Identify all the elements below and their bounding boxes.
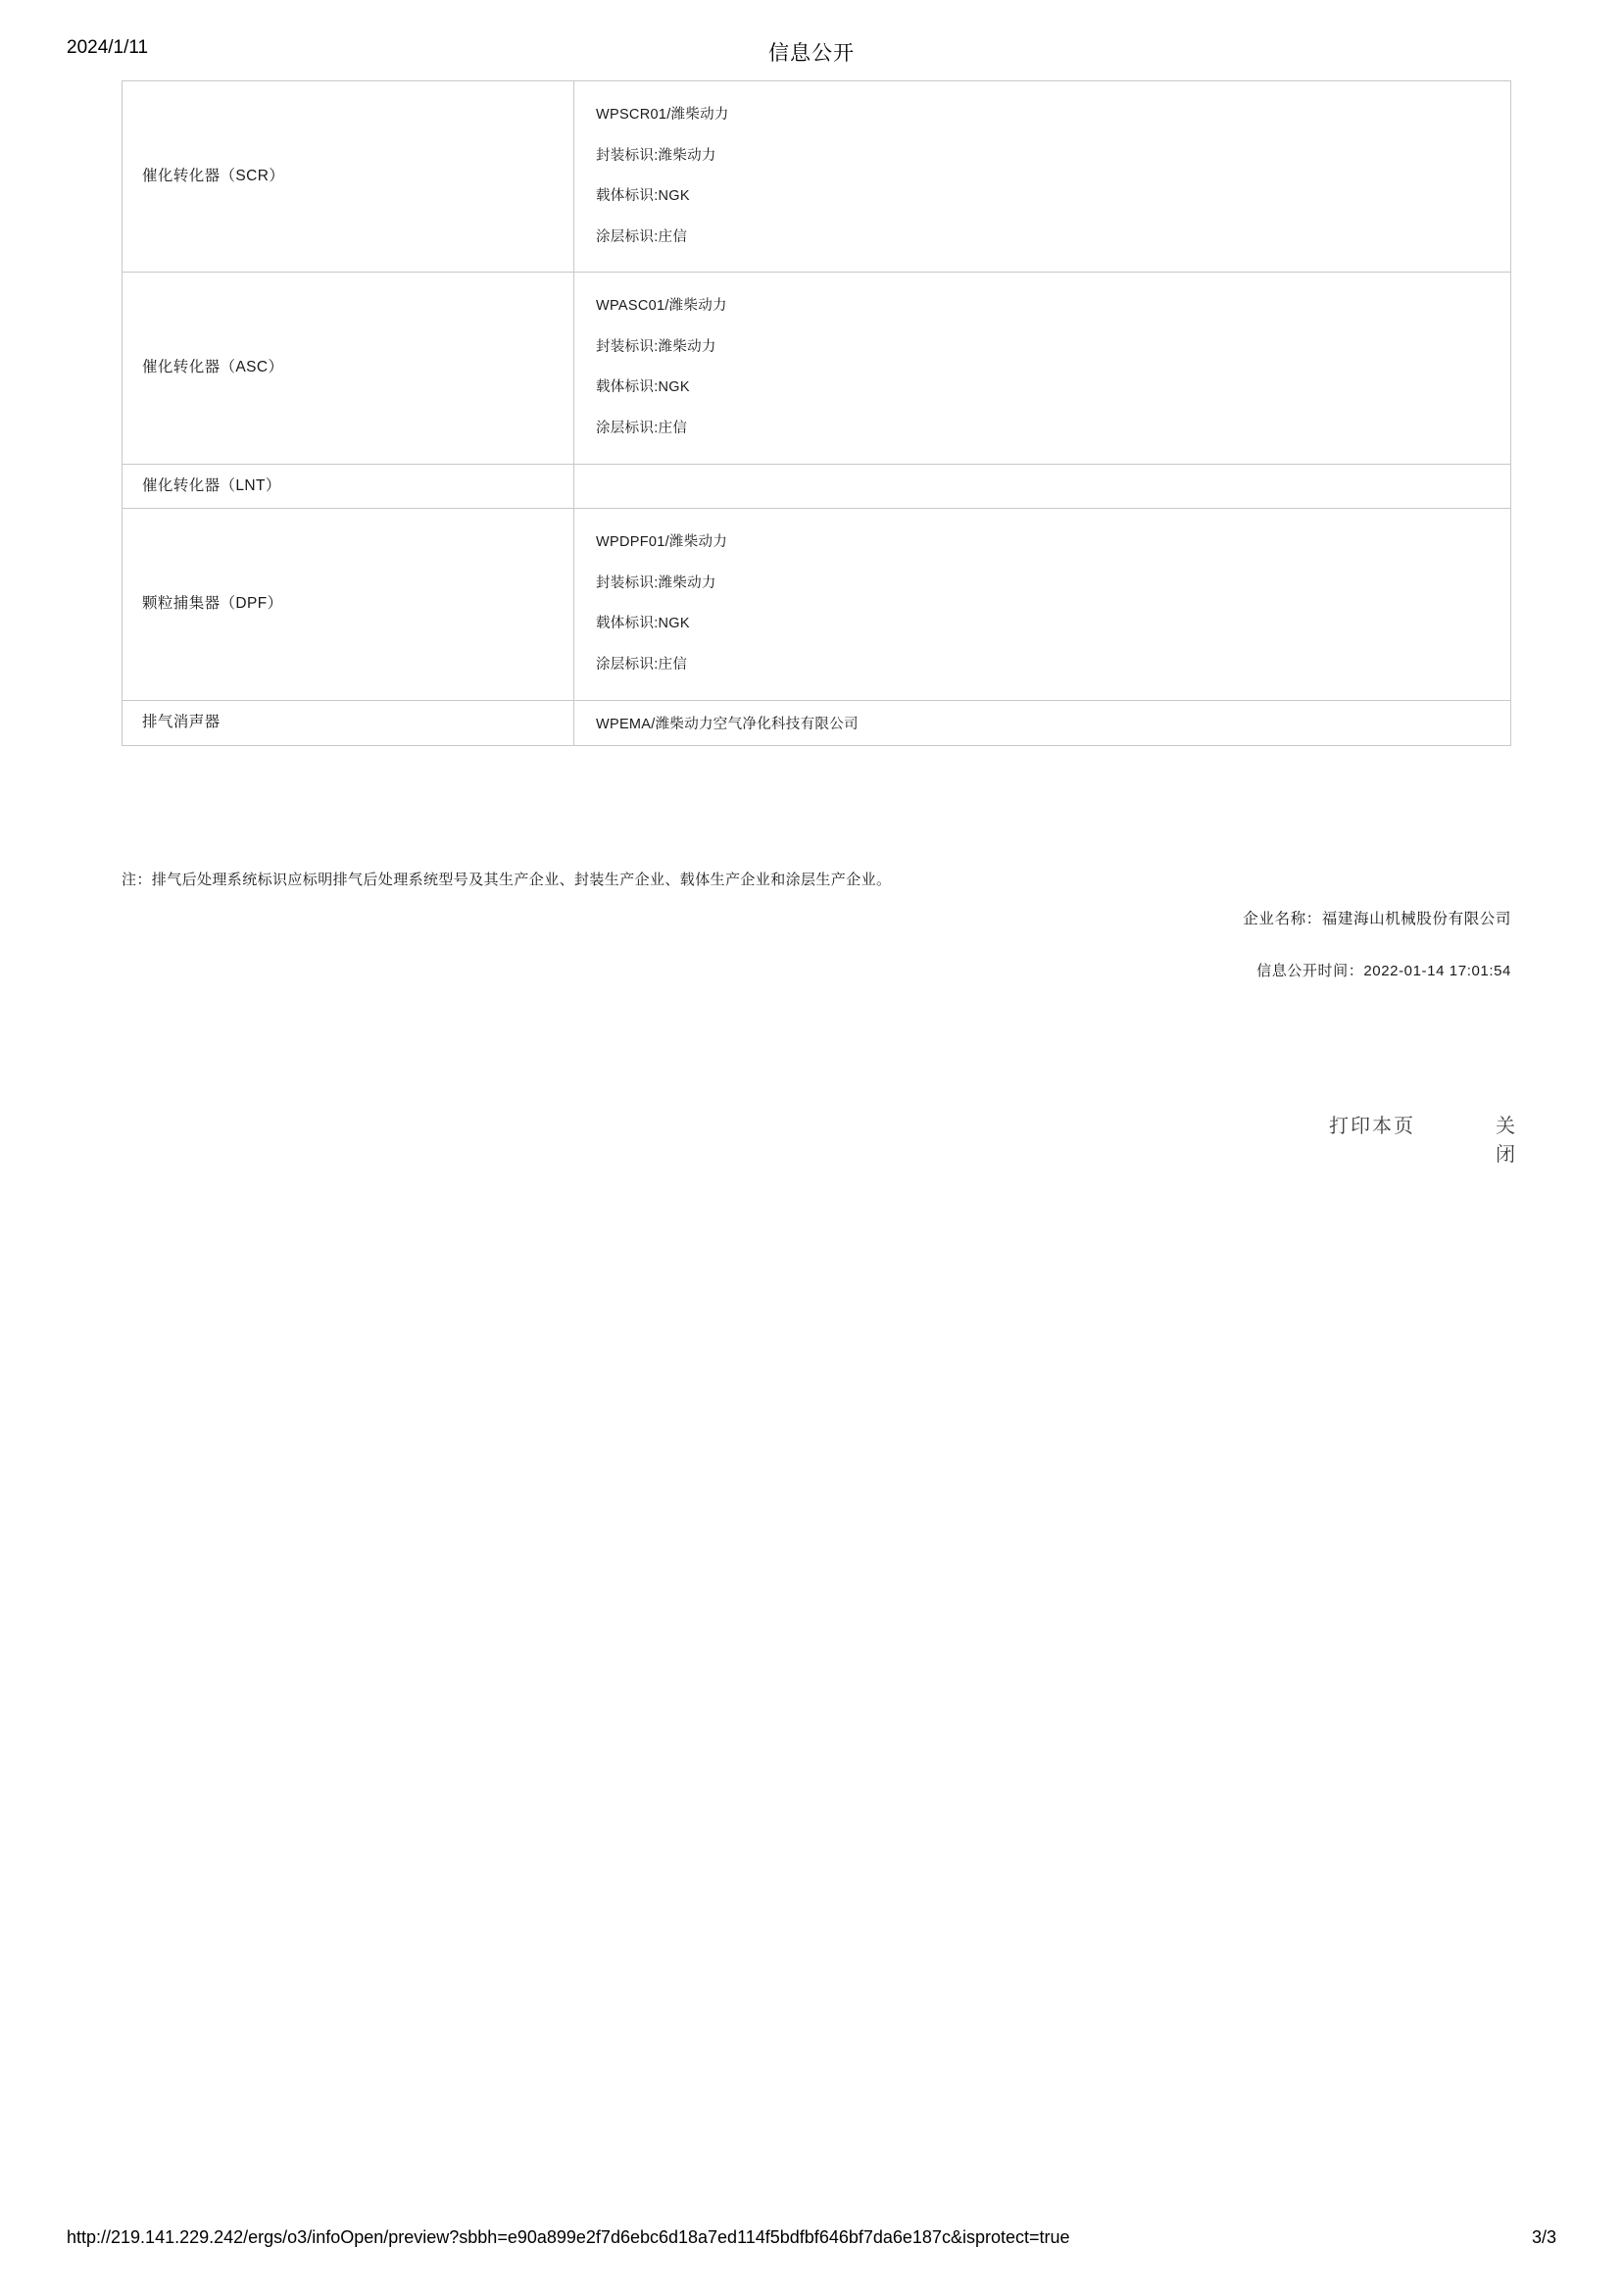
footer-url: http://219.141.229.242/ergs/o3/infoOpen/preview?sbbh=e90a899e2f7d6ebc6d18a7ed114f5bdfbf646bf7da6e187c&isprotect=true [67, 2227, 1070, 2247]
company-name-line [1243, 907, 1511, 928]
row-value-scr [574, 81, 1511, 273]
value-line: 封装标识:潍柴动力 [596, 574, 716, 591]
value-line: WPEMA/潍柴动力空气净化科技有限公司 [596, 716, 859, 732]
value-line: WPASC01/潍柴动力 [596, 298, 727, 315]
page-title: 信息公开 [768, 42, 855, 65]
action-links [1155, 1110, 1517, 1166]
aftertreatment-table [122, 80, 1511, 746]
value-line: 涂层标识:庄信 [596, 420, 688, 436]
table-row [123, 81, 1511, 273]
publish-time-label: 信息公开时间： [1256, 963, 1364, 979]
row-label-asc: 催化转化器（ASC） [123, 273, 574, 464]
table-row [123, 273, 1511, 464]
value-line: 封装标识:潍柴动力 [596, 338, 716, 355]
row-value-lnt [574, 464, 1511, 509]
print-page-link[interactable]: 打印本页 [1329, 1116, 1415, 1137]
value-line: WPDPF01/潍柴动力 [596, 534, 728, 551]
row-value-muffler [574, 700, 1511, 745]
table-note: 注：排气后处理系统标识应标明排气后处理系统型号及其生产企业、封装生产企业、载体生产企业和涂层生产企业。 [122, 872, 892, 888]
row-label-scr: 催化转化器（SCR） [123, 81, 574, 273]
value-line: 涂层标识:庄信 [596, 656, 688, 673]
value-line: 涂层标识:庄信 [596, 228, 688, 245]
value-line: 封装标识:潍柴动力 [596, 147, 716, 164]
close-link[interactable]: 关闭 [1496, 1116, 1517, 1166]
print-header [0, 37, 1623, 65]
footer-page-number: 3/3 [1531, 2227, 1556, 2247]
print-footer [0, 2227, 1623, 2251]
company-name-value: 福建海山机械股份有限公司 [1321, 911, 1511, 927]
publish-time-line [1256, 960, 1511, 980]
row-value-asc [574, 273, 1511, 464]
row-label-dpf: 颗粒捕集器（DPF） [123, 509, 574, 700]
row-label-muffler: 排气消声器 [123, 700, 574, 745]
value-empty [574, 466, 1510, 507]
publish-time-value: 2022-01-14 17:01:54 [1363, 963, 1511, 979]
value-line: WPSCR01/潍柴动力 [596, 107, 729, 123]
value-line: 载体标识:NGK [596, 188, 690, 205]
table-row [123, 464, 1511, 509]
value-line: 载体标识:NGK [596, 616, 690, 632]
row-value-dpf [574, 509, 1511, 700]
value-line: 载体标识:NGK [596, 379, 690, 396]
header-date: 2024/1/11 [67, 37, 149, 58]
company-name-label: 企业名称： [1243, 911, 1322, 927]
table-row [123, 700, 1511, 745]
table-row [123, 509, 1511, 700]
row-label-lnt: 催化转化器（LNT） [123, 464, 574, 509]
